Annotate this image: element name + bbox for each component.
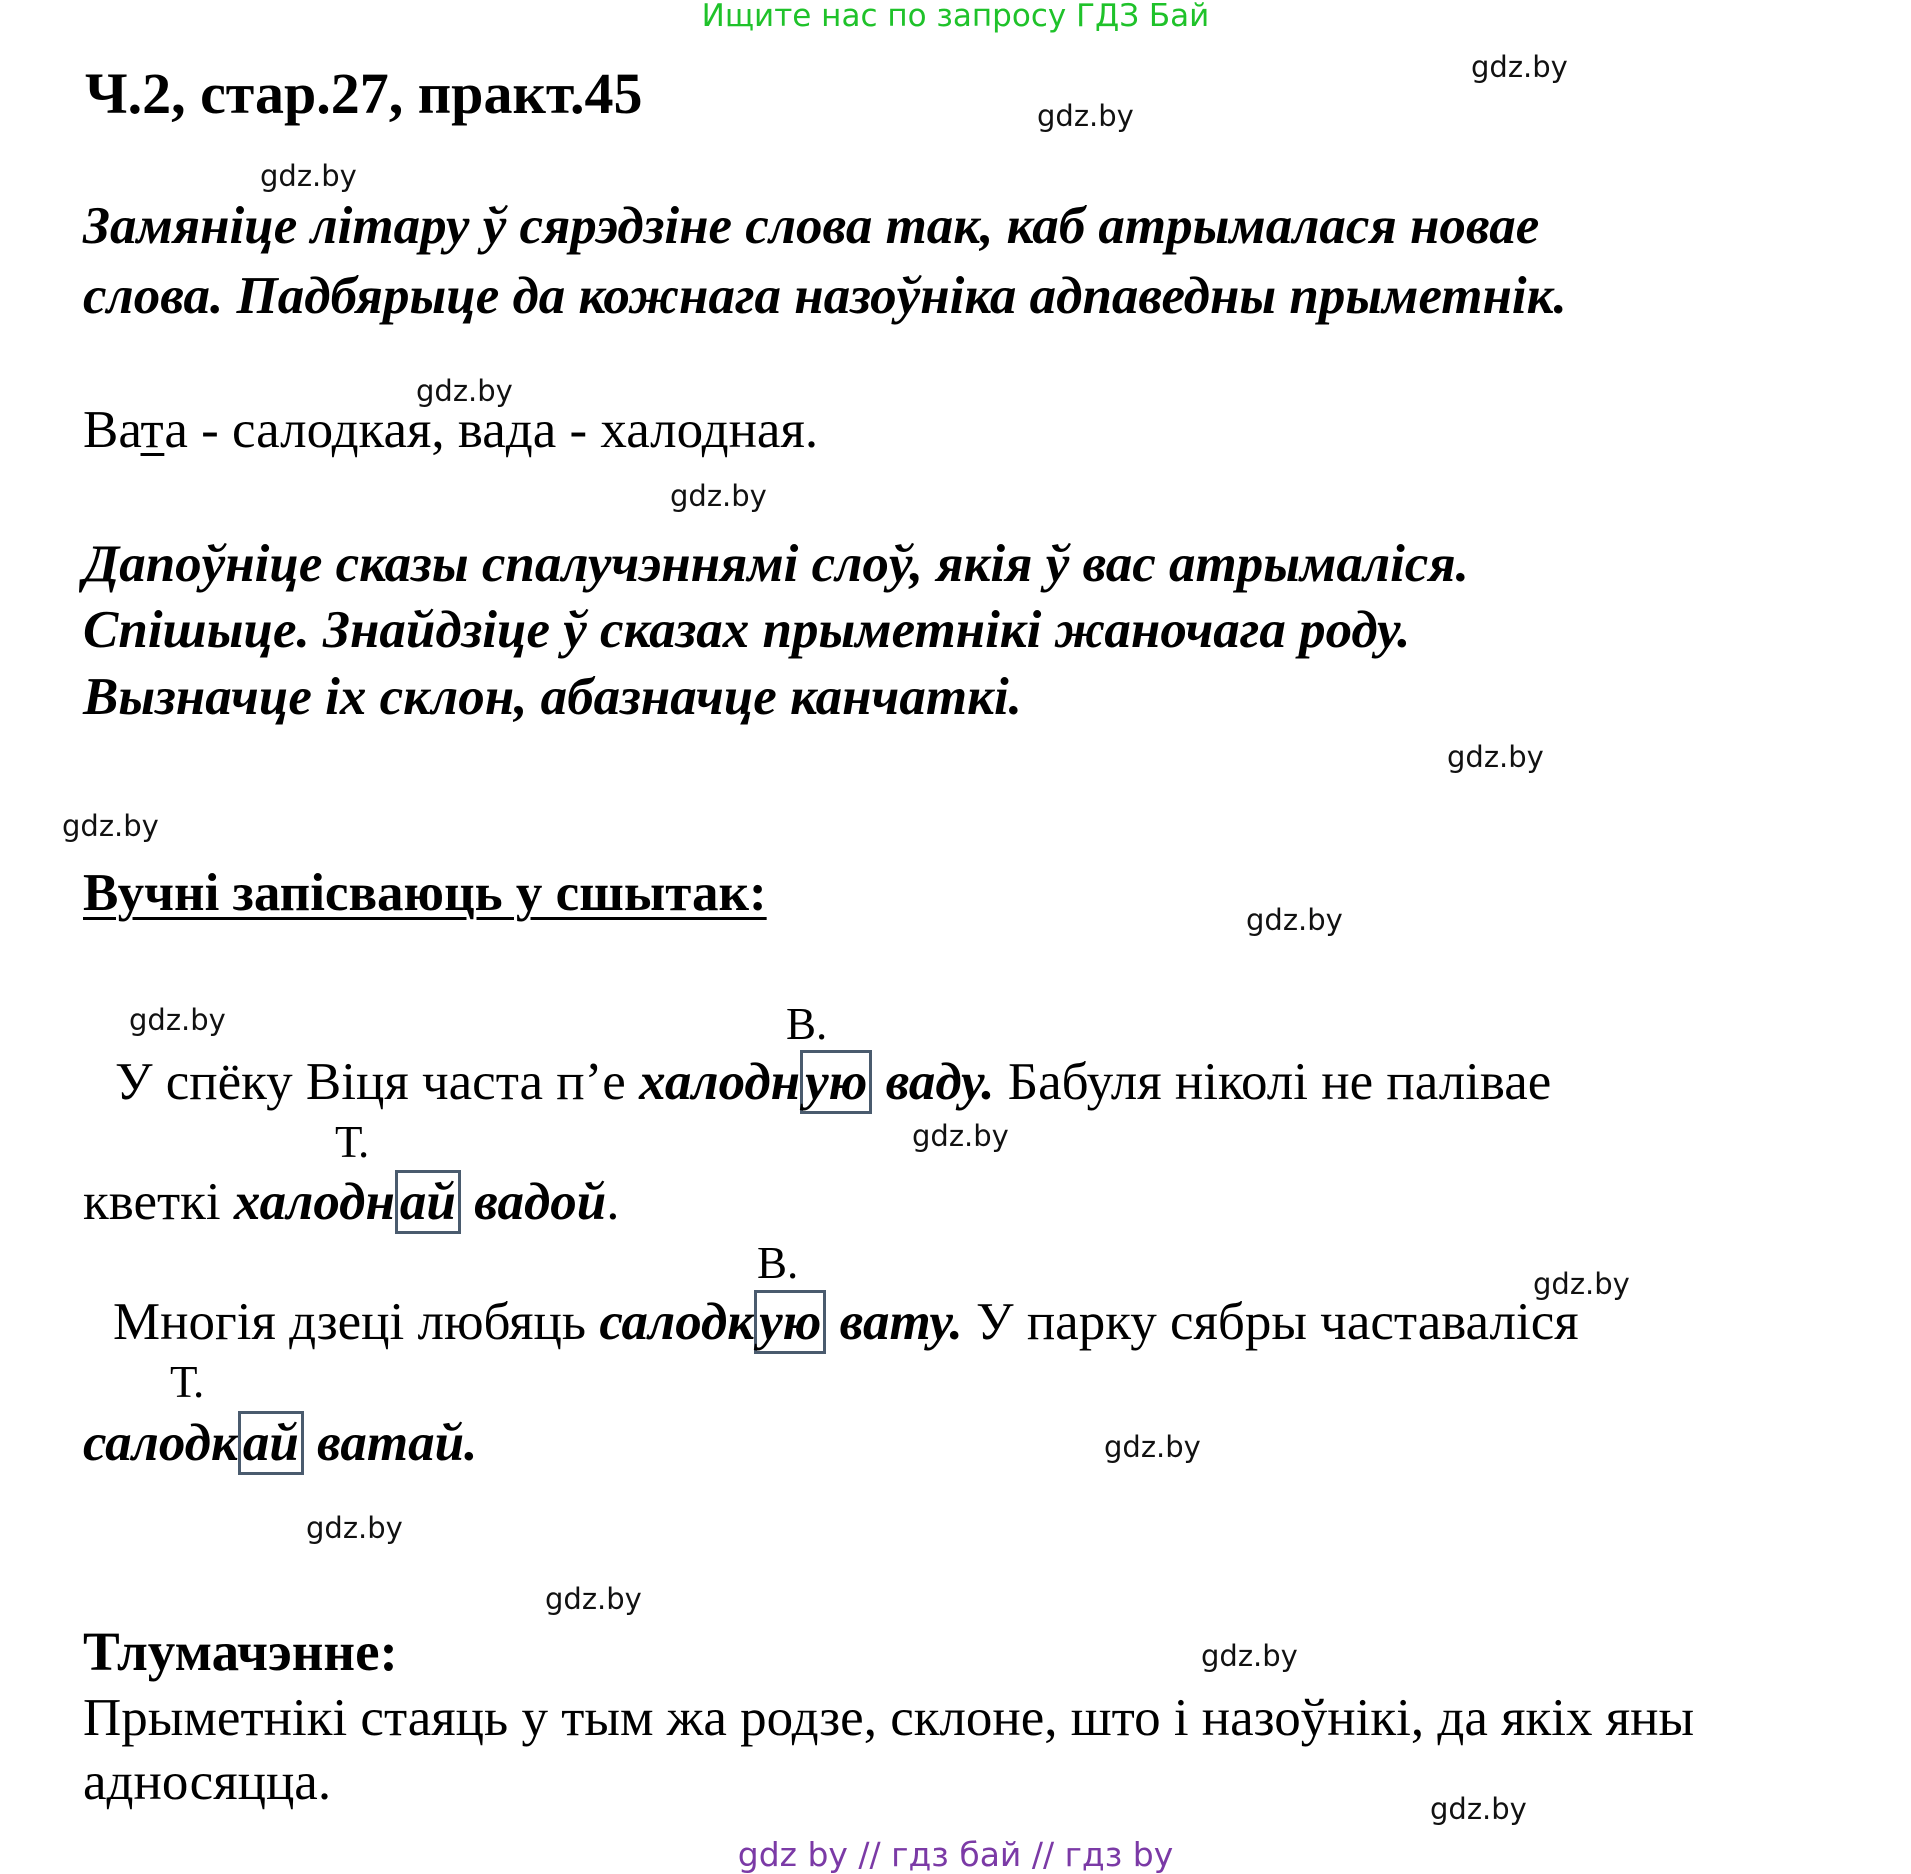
adjective-stem: халодн — [233, 1173, 395, 1231]
watermark: gdz.by — [1246, 903, 1343, 937]
sentence-line — [113, 1292, 1579, 1352]
answer1-line — [83, 400, 818, 460]
task1-line2: слова. Падбярыце да кожнага назоўніка адпаведны прыметнік. — [83, 267, 1567, 325]
ending-box: ую — [800, 1050, 872, 1114]
ending-box: ай — [395, 1170, 461, 1234]
word-start: Ва — [83, 401, 141, 459]
task2-line2: Спішыце. Знайдзіце ў сказах прыметнікі жаночага роду. — [83, 601, 1411, 659]
noun: вадой — [460, 1173, 607, 1231]
watermark: gdz.by — [1037, 99, 1134, 133]
watermark: gdz.by — [416, 374, 513, 408]
sentence-line — [83, 1172, 619, 1232]
watermark: gdz.by — [1533, 1267, 1630, 1301]
watermark: gdz.by — [670, 479, 767, 513]
page-heading: Ч.2, стар.27, практ.45 — [85, 61, 643, 126]
sentence-line — [115, 1052, 1551, 1112]
period: . — [464, 1414, 478, 1472]
word-segment: а - салодкая, ва — [164, 401, 506, 459]
top-banner[interactable]: Ищите нас по запросу ГДЗ Бай — [701, 0, 1210, 34]
noun: ваду — [872, 1053, 982, 1111]
watermark: gdz.by — [306, 1511, 403, 1545]
watermark: gdz.by — [129, 1003, 226, 1037]
ending-box: ай — [238, 1411, 304, 1475]
changed-letter: д — [505, 401, 533, 459]
ending-box: ую — [754, 1290, 826, 1354]
watermark: gdz.by — [260, 159, 357, 193]
period: . — [949, 1293, 963, 1351]
watermark: gdz.by — [1430, 1792, 1527, 1826]
sentence-text: кветкі — [83, 1173, 234, 1231]
noun: вату — [826, 1293, 950, 1351]
explanation-line1: Прыметнікі стаяць у тым жа родзе, склоне, што і назоўнікі, да якіх яны — [83, 1689, 1695, 1747]
noun: ватай — [303, 1414, 465, 1472]
watermark: gdz.by — [1447, 740, 1544, 774]
explanation-title: Тлумачэнне: — [83, 1621, 398, 1682]
adjective-stem: салодк — [599, 1293, 755, 1351]
word-segment: а - халодная. — [532, 401, 819, 459]
task2-line1: Дапоўніце сказы спалучэннямі слоў, якія ў вас атрымаліся. — [83, 535, 1469, 593]
case-mark: Т. — [335, 1117, 370, 1167]
case-mark: В. — [757, 1238, 799, 1288]
watermark: gdz.by — [545, 1582, 642, 1616]
footer-links[interactable]: gdz by // гдз бай // гдз by — [737, 1835, 1174, 1874]
sentence-line — [83, 1413, 477, 1473]
period: . — [981, 1053, 995, 1111]
period: . — [606, 1173, 620, 1231]
case-mark: В. — [786, 999, 828, 1049]
explanation-line2: адносяцца. — [83, 1753, 332, 1811]
sentence-text: У парку сябры частаваліся — [962, 1293, 1579, 1351]
sentence-text: У спёку Віця часта п’е — [115, 1053, 640, 1111]
watermark: gdz.by — [1201, 1639, 1298, 1673]
adjective-stem: салодк — [83, 1414, 238, 1472]
watermark: gdz.by — [62, 809, 159, 843]
task1-line1: Замяніце літару ў сярэдзіне слова так, каб атрымалася новае — [83, 197, 1540, 255]
watermark: gdz.by — [1104, 1430, 1201, 1464]
sentence-text: Бабуля ніколі не палівае — [994, 1053, 1552, 1111]
case-mark: Т. — [170, 1357, 205, 1407]
section-title: Вучні запісваюць у сшытак: — [83, 864, 767, 922]
watermark: gdz.by — [912, 1119, 1009, 1153]
adjective-stem: халодн — [639, 1053, 801, 1111]
changed-letter: т — [140, 401, 165, 459]
watermark: gdz.by — [1471, 50, 1568, 84]
sentence-text: Многія дзеці любяць — [113, 1293, 600, 1351]
task2-line3: Вызначце іх склон, абазначце канчаткі. — [83, 668, 1022, 726]
